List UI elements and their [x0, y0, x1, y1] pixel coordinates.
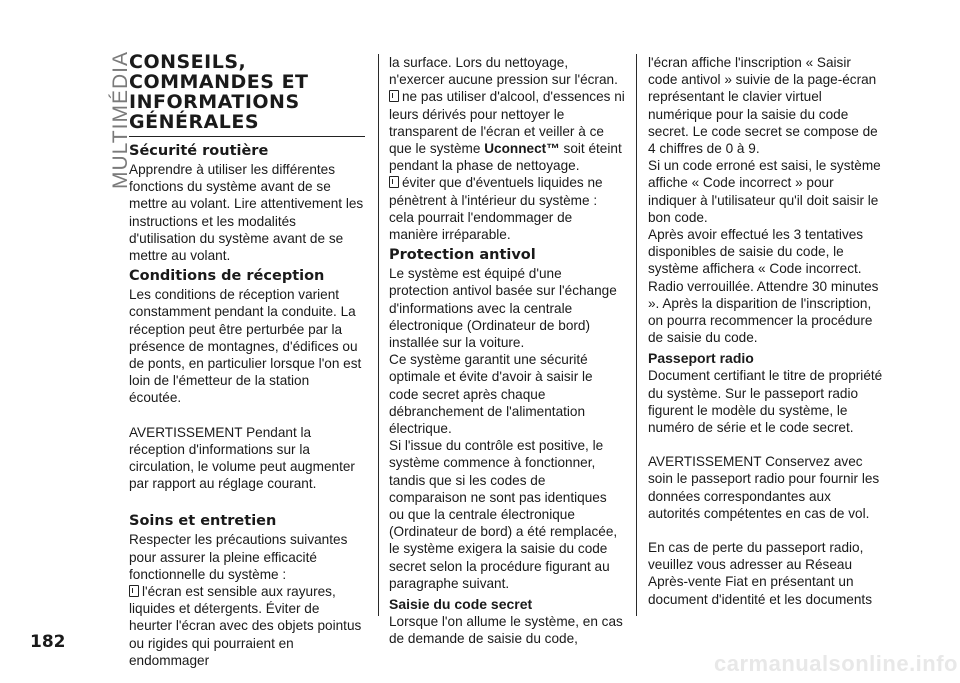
paragraph-saisie: Lorsque l'on allume le système, en cas de demande de saisie du code, — [389, 614, 623, 647]
paragraph-code-2: Si un code erroné est saisi, le système affiche « Code incorrect » pour indiquer à l'utilisateur qu'il doit saisir le bon code. — [648, 158, 881, 225]
main-title-line: CONSEILS, — [129, 51, 247, 73]
bullet-text: ne pas utiliser d'alcool, d'essences ni leurs dérivés pour nettoyer le transparent de l'écran et veiller à ce que le système — [389, 89, 625, 157]
heading-securite-routiere: Sécurité routière — [129, 143, 269, 159]
column-divider — [378, 54, 379, 616]
bullet-icon — [389, 90, 399, 102]
paragraph-protection-2: Ce système garantit une sécurité optimale et évite d'avoir à saisir le code secret après chaque débranchement de l'alimentation électrique. — [389, 352, 593, 437]
paragraph-continued: la surface. Lors du nettoyage, n'exercer aucune pression sur l'écran. — [389, 55, 618, 88]
paragraph-securite: Apprendre à utiliser les différentes fonctions du système avant de se mettre au volant. Lire attentivement les instructions et les modalités d'utilisation du système avant de se mettre au volant. — [129, 162, 364, 264]
bullet-item — [389, 88, 625, 174]
heading-passeport-radio: Passeport radio — [648, 350, 754, 367]
warning-passeport: AVERTISSEMENT Conservez avec soin le passeport radio pour fournir les données correspondantes aux autorités compétentes en cas de vol. — [648, 454, 880, 521]
watermark: carmanualsonline.info — [714, 651, 958, 676]
bullet-item — [129, 583, 365, 669]
bullet-text: soit éteint pendant la phase de nettoyage. — [389, 141, 622, 174]
heading-protection-antivol: Protection antivol — [389, 247, 536, 264]
paragraph-protection-3: Si l'issue du contrôle est positive, le système commence à fonctionner, tandis que si les codes de comparaison ne sont pas identiques ou que la centrale électronique (Ordinateur de bord) a été remplacée, le système exigera la saisie du code secret selon la procédure figurant au paragraphe suivant. — [389, 438, 618, 591]
brand-name: Uconnect™ — [484, 141, 560, 157]
main-section-title — [129, 52, 365, 137]
column-3 — [648, 54, 884, 608]
paragraph-protection-1: Le système est équipé d'une protection antivol basée sur l'échange d'informations avec la centrale électronique (Ordinateur de bord) installée sur la voiture. — [389, 266, 617, 351]
heading-conditions-reception: Conditions de réception — [129, 268, 325, 285]
warning-volume: AVERTISSEMENT Pendant la réception d'informations sur la circulation, le volume peut augmenter par rapport au réglage courant. — [129, 424, 355, 492]
bullet-item — [389, 174, 625, 243]
column-2 — [389, 54, 625, 648]
main-title-line: INFORMATIONS — [129, 91, 300, 113]
heading-saisie-code: Saisie du code secret — [389, 596, 533, 613]
paragraph-passeport: Document certifiant le titre de propriété du système. Sur le passeport radio figurent le modèle du système, le numéro de série et le code secret. — [648, 368, 883, 436]
column-1 — [129, 52, 365, 669]
paragraph-conditions: Les conditions de réception varient constamment pendant la conduite. La réception peut être perturbée par la présence de montagnes, d'édifices ou de ponts, en particulier lorsque l'on est loin de l'émetteur de la station écoutée. — [129, 287, 362, 406]
paragraph-code-1: l'écran affiche l'inscription « Saisir code antivol » suivie de la page-écran représentant le clavier virtuel numérique pour la saisie du code secret. Le code secret se compose de 4 chiffres de 0 à 9. — [648, 55, 878, 157]
paragraph-soins: Respecter les précautions suivantes pour assurer la pleine efficacité fonctionnelle du système : — [129, 532, 348, 582]
main-title-line: GÉNÉRALES — [129, 111, 260, 133]
bullet-icon — [389, 176, 399, 188]
paragraph-code-3: Après avoir effectué les 3 tentatives disponibles de saisie du code, le système affichera « Code incorrect. Radio verrouillée. Attendre 30 minutes ». Après la disparition de l'inscription, on pourra recommencer la procédure de saisie du code. — [648, 227, 879, 346]
paragraph-perte: En cas de perte du passeport radio, veuillez vous adresser au Réseau Après-vente Fiat en présentant un document d'identité et les documents — [648, 540, 873, 607]
main-title-line: COMMANDES ET — [129, 71, 309, 93]
section-side-tab-label: MULTIMÉDIA — [109, 51, 133, 189]
bullet-text: éviter que d'éventuels liquides ne pénètrent à l'intérieur du système : cela pourrait l'endommager de manière irréparable. — [389, 175, 603, 243]
column-divider — [636, 54, 637, 616]
bullet-text: l'écran est sensible aux rayures, liquides et détergents. Éviter de heurter l'écran avec des objets pointus ou rigides qui pourraient en endommager — [129, 584, 362, 668]
page-number: 182 — [30, 632, 66, 652]
bullet-icon — [129, 585, 139, 597]
heading-soins-entretien: Soins et entretien — [129, 513, 277, 530]
